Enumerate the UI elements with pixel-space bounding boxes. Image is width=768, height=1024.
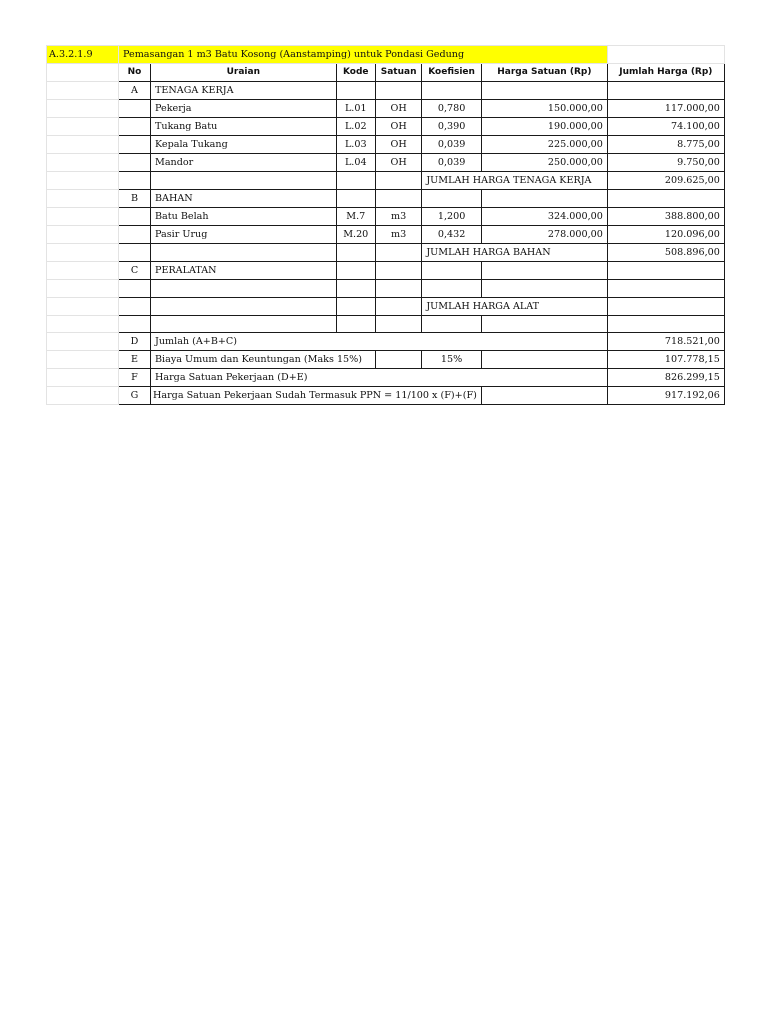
- empty-cell[interactable]: [151, 315, 337, 333]
- empty-cell[interactable]: [47, 208, 119, 226]
- empty-cell[interactable]: [375, 244, 421, 262]
- empty-cell[interactable]: [47, 226, 119, 244]
- koefisien-cell[interactable]: 0,432: [422, 226, 482, 244]
- satuan-cell[interactable]: m3: [375, 208, 421, 226]
- empty-cell[interactable]: [119, 118, 151, 136]
- header-uraian[interactable]: Uraian: [151, 64, 337, 82]
- kode-cell[interactable]: L.01: [336, 100, 375, 118]
- section-no[interactable]: C: [119, 262, 151, 280]
- empty-cell[interactable]: [375, 280, 421, 298]
- uraian-cell[interactable]: Pekerja: [151, 100, 337, 118]
- summary-row-d: [47, 333, 725, 351]
- empty-cell[interactable]: [47, 172, 119, 190]
- summary-no[interactable]: E: [119, 351, 151, 369]
- section-no[interactable]: A: [119, 82, 151, 100]
- summary-label[interactable]: Harga Satuan Pekerjaan (D+E): [151, 369, 608, 387]
- empty-cell[interactable]: [375, 262, 421, 280]
- empty-cell[interactable]: [375, 82, 421, 100]
- empty-cell[interactable]: [47, 244, 119, 262]
- table-row: [47, 280, 725, 298]
- spreadsheet: [46, 45, 725, 405]
- section-label[interactable]: PERALATAN: [151, 262, 337, 280]
- empty-cell[interactable]: [47, 262, 119, 280]
- empty-cell[interactable]: [336, 297, 375, 315]
- jumlah-cell[interactable]: 120.096,00: [607, 226, 724, 244]
- empty-cell[interactable]: [481, 190, 607, 208]
- jumlah-cell[interactable]: 117.000,00: [607, 100, 724, 118]
- empty-cell[interactable]: [119, 297, 151, 315]
- table-row: [47, 208, 725, 226]
- empty-cell[interactable]: [336, 190, 375, 208]
- empty-cell[interactable]: [47, 118, 119, 136]
- section-no[interactable]: B: [119, 190, 151, 208]
- satuan-cell[interactable]: OH: [375, 118, 421, 136]
- harga-cell[interactable]: 324.000,00: [481, 208, 607, 226]
- empty-cell[interactable]: [119, 154, 151, 172]
- subtotal-label[interactable]: JUMLAH HARGA TENAGA KERJA: [422, 172, 608, 190]
- uraian-cell[interactable]: Pasir Urug: [151, 226, 337, 244]
- item-code[interactable]: A.3.2.1.9: [47, 46, 119, 64]
- empty-cell[interactable]: [375, 172, 421, 190]
- empty-cell[interactable]: [422, 190, 482, 208]
- uraian-cell[interactable]: Batu Belah: [151, 208, 337, 226]
- summary-no[interactable]: D: [119, 333, 151, 351]
- table-row: [47, 118, 725, 136]
- empty-cell[interactable]: [47, 280, 119, 298]
- summary-row-g: [47, 387, 725, 405]
- harga-cell[interactable]: 250.000,00: [481, 154, 607, 172]
- empty-cell[interactable]: [422, 82, 482, 100]
- empty-cell[interactable]: [47, 100, 119, 118]
- harga-cell[interactable]: 150.000,00: [481, 100, 607, 118]
- empty-cell[interactable]: [607, 280, 724, 298]
- empty-cell[interactable]: [47, 154, 119, 172]
- empty-cell[interactable]: [375, 351, 421, 369]
- empty-cell[interactable]: [607, 315, 724, 333]
- kode-cell[interactable]: L.02: [336, 118, 375, 136]
- empty-cell[interactable]: [607, 190, 724, 208]
- satuan-cell[interactable]: OH: [375, 154, 421, 172]
- empty-cell[interactable]: [422, 262, 482, 280]
- empty-cell[interactable]: [336, 262, 375, 280]
- summary-row-e: [47, 351, 725, 369]
- empty-cell[interactable]: [47, 315, 119, 333]
- subtotal-value[interactable]: [607, 297, 724, 315]
- summary-value[interactable]: 107.778,15: [607, 351, 724, 369]
- koefisien-cell[interactable]: 0,780: [422, 100, 482, 118]
- kode-cell[interactable]: M.7: [336, 208, 375, 226]
- empty-cell[interactable]: [119, 280, 151, 298]
- uraian-cell[interactable]: Mandor: [151, 154, 337, 172]
- subtotal-value[interactable]: 508.896,00: [607, 244, 724, 262]
- header-koefisien[interactable]: Koefisien: [422, 64, 482, 82]
- header-row: [47, 64, 725, 82]
- kode-cell[interactable]: M.20: [336, 226, 375, 244]
- koefisien-cell[interactable]: 0,039: [422, 154, 482, 172]
- summary-no[interactable]: G: [119, 387, 151, 405]
- jumlah-cell[interactable]: 388.800,00: [607, 208, 724, 226]
- subtotal-label[interactable]: JUMLAH HARGA BAHAN: [422, 244, 608, 262]
- header-satuan[interactable]: Satuan: [375, 64, 421, 82]
- section-label[interactable]: TENAGA KERJA: [151, 82, 337, 100]
- empty-cell[interactable]: [119, 244, 151, 262]
- header-harga-satuan[interactable]: Harga Satuan (Rp): [481, 64, 607, 82]
- summary-row-f: [47, 369, 725, 387]
- table-row: [47, 100, 725, 118]
- summary-value[interactable]: 917.192,06: [607, 387, 724, 405]
- jumlah-cell[interactable]: 8.775,00: [607, 136, 724, 154]
- empty-cell[interactable]: [119, 100, 151, 118]
- header-kode[interactable]: Kode: [336, 64, 375, 82]
- summary-label[interactable]: Harga Satuan Pekerjaan Sudah Termasuk PPN = 11/100 x (F)+(F): [151, 387, 482, 405]
- empty-cell[interactable]: [47, 64, 119, 82]
- koefisien-cell[interactable]: 0,390: [422, 118, 482, 136]
- koefisien-cell[interactable]: 0,039: [422, 136, 482, 154]
- empty-cell[interactable]: [47, 297, 119, 315]
- empty-cell[interactable]: [119, 226, 151, 244]
- header-no[interactable]: No: [119, 64, 151, 82]
- empty-cell[interactable]: [481, 262, 607, 280]
- section-a-row: [47, 82, 725, 100]
- empty-cell[interactable]: [481, 82, 607, 100]
- empty-cell[interactable]: [336, 82, 375, 100]
- table-row: [47, 315, 725, 333]
- koefisien-cell[interactable]: 1,200: [422, 208, 482, 226]
- empty-cell[interactable]: [47, 369, 119, 387]
- empty-cell[interactable]: [481, 280, 607, 298]
- satuan-cell[interactable]: OH: [375, 100, 421, 118]
- uraian-cell[interactable]: Kepala Tukang: [151, 136, 337, 154]
- section-label[interactable]: BAHAN: [151, 190, 337, 208]
- empty-cell[interactable]: [47, 82, 119, 100]
- empty-cell[interactable]: [47, 351, 119, 369]
- empty-cell[interactable]: [119, 208, 151, 226]
- item-title[interactable]: Pemasangan 1 m3 Batu Kosong (Aanstamping) untuk Pondasi Gedung: [119, 46, 608, 64]
- empty-cell[interactable]: [481, 387, 607, 405]
- empty-cell[interactable]: [119, 315, 151, 333]
- subtotal-label[interactable]: JUMLAH HARGA ALAT: [422, 297, 608, 315]
- empty-cell[interactable]: [422, 280, 482, 298]
- subtotal-value[interactable]: 209.625,00: [607, 172, 724, 190]
- jumlah-cell[interactable]: 9.750,00: [607, 154, 724, 172]
- satuan-cell[interactable]: OH: [375, 136, 421, 154]
- satuan-cell[interactable]: m3: [375, 226, 421, 244]
- empty-cell[interactable]: [481, 351, 607, 369]
- empty-cell[interactable]: [47, 333, 119, 351]
- kode-cell[interactable]: L.04: [336, 154, 375, 172]
- empty-cell[interactable]: [607, 262, 724, 280]
- empty-cell[interactable]: [151, 280, 337, 298]
- empty-cell[interactable]: [151, 244, 337, 262]
- empty-cell[interactable]: [119, 136, 151, 154]
- empty-cell[interactable]: [607, 46, 724, 64]
- summary-label[interactable]: Jumlah (A+B+C): [151, 333, 608, 351]
- empty-cell[interactable]: [375, 297, 421, 315]
- empty-cell[interactable]: [336, 172, 375, 190]
- empty-cell[interactable]: [375, 190, 421, 208]
- subtotal-row: [47, 297, 725, 315]
- empty-cell[interactable]: [119, 172, 151, 190]
- empty-cell[interactable]: [607, 82, 724, 100]
- section-b-row: [47, 190, 725, 208]
- empty-cell[interactable]: [375, 315, 421, 333]
- summary-no[interactable]: F: [119, 369, 151, 387]
- empty-cell[interactable]: [481, 315, 607, 333]
- summary-value[interactable]: 718.521,00: [607, 333, 724, 351]
- table-row: [47, 136, 725, 154]
- empty-cell[interactable]: [336, 280, 375, 298]
- header-jumlah-harga[interactable]: Jumlah Harga (Rp): [607, 64, 724, 82]
- kode-cell[interactable]: L.03: [336, 136, 375, 154]
- title-row: [47, 46, 725, 64]
- empty-cell[interactable]: [151, 172, 337, 190]
- subtotal-row: [47, 172, 725, 190]
- empty-cell[interactable]: [47, 387, 119, 405]
- summary-value[interactable]: 826.299,15: [607, 369, 724, 387]
- harga-cell[interactable]: 278.000,00: [481, 226, 607, 244]
- empty-cell[interactable]: [47, 136, 119, 154]
- harga-cell[interactable]: 225.000,00: [481, 136, 607, 154]
- empty-cell[interactable]: [151, 297, 337, 315]
- subtotal-row: [47, 244, 725, 262]
- summary-percent[interactable]: 15%: [422, 351, 482, 369]
- summary-label[interactable]: Biaya Umum dan Keuntungan (Maks 15%): [151, 351, 376, 369]
- harga-cell[interactable]: 190.000,00: [481, 118, 607, 136]
- empty-cell[interactable]: [422, 315, 482, 333]
- section-c-row: [47, 262, 725, 280]
- uraian-cell[interactable]: Tukang Batu: [151, 118, 337, 136]
- empty-cell[interactable]: [336, 244, 375, 262]
- table-row: [47, 226, 725, 244]
- price-analysis-table: [46, 45, 725, 405]
- table-row: [47, 154, 725, 172]
- empty-cell[interactable]: [47, 190, 119, 208]
- jumlah-cell[interactable]: 74.100,00: [607, 118, 724, 136]
- empty-cell[interactable]: [336, 315, 375, 333]
